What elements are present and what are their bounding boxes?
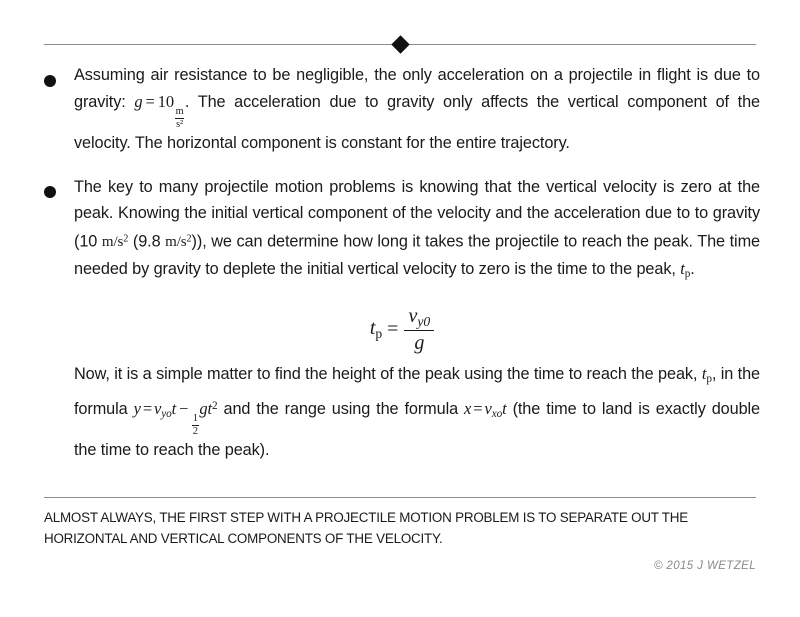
copyright-text: © 2015 J WETZEL [653, 560, 756, 572]
formula-range-equation [464, 399, 507, 418]
bullet2-text-part4: . [690, 259, 695, 278]
formula-value: 10 [157, 91, 175, 111]
closing-paragraph-wrap [44, 361, 760, 464]
bullet-dot-icon [44, 62, 74, 90]
formula-y-g-symbol: g [199, 398, 208, 418]
formula-unit-numerator: m [175, 107, 185, 119]
diamond-ornament-icon [391, 35, 409, 53]
closing-part1: Now, it is a simple matter to find the height of the peak using the time to reach the peak, [74, 365, 702, 384]
formula-unit-denominator: s² [176, 119, 183, 131]
bullet2-unit2-base: m/s [165, 234, 187, 251]
equation-equals-sign: = [387, 317, 399, 340]
bullet-item-air-resistance [44, 62, 760, 157]
formula-y-v-symbol: v [154, 398, 162, 418]
t-subscript: p [684, 268, 691, 281]
bullet2-text-part2: (9.8 [128, 232, 166, 251]
inline-symbol-time-to-peak [680, 258, 691, 281]
closing-symbol-tp [701, 364, 712, 386]
formula-x-t-symbol: t [502, 398, 507, 418]
equation-fraction [404, 305, 434, 354]
equation-numerator-subscript: y0 [417, 313, 431, 329]
bottom-rule-line [44, 497, 756, 498]
formula-y-equals: = [142, 398, 153, 418]
closing-part4: (the time to land is exactly double the time to reach the peak). [74, 399, 761, 460]
equation-numerator [404, 305, 434, 331]
formula-symbol-g: g [134, 91, 143, 111]
inline-formula-gravity [134, 91, 185, 131]
bullet-dot-icon [44, 174, 74, 202]
equation-numerator-symbol: v [408, 304, 418, 327]
bullet-text-peak-velocity [74, 174, 760, 288]
bullet2-unit2-exponent: 2 [186, 233, 192, 245]
formula-y-t2-symbol: t [207, 398, 213, 418]
bullet2-unit-1 [102, 234, 128, 250]
top-divider [44, 36, 756, 56]
formula-y-half-numerator: 1 [192, 414, 199, 426]
closing-t-subscript: p [706, 373, 712, 386]
formula-y-one-half [192, 414, 199, 437]
bullet1-text-after: . The acceleration due to gravity only affects the vertical component of the velocity. The horizontal component is constant for the entire trajectory. [74, 92, 760, 153]
closing-part3: and the range using the formula [217, 399, 465, 418]
bullet-item-peak-velocity [44, 174, 760, 288]
equation-lhs-symbol: t [369, 316, 376, 339]
closing-part2: , in the formula [74, 365, 761, 418]
formula-y-v-subscript: yo [161, 407, 172, 420]
bullet-text-air-resistance [74, 62, 760, 157]
t-symbol: t [680, 258, 685, 278]
formula-y-half-denominator: 2 [192, 425, 198, 437]
footnote-text: ALMOST ALWAYS, THE FIRST STEP WITH A PROJECTILE MOTION PROBLEM IS TO SEPARATE OUT THE HORIZONTAL AND VERTICAL COMPONENTS OF THE VELOCITY. [44, 510, 688, 546]
bullet2-text-part3: )), we can determine how long it takes the projectile to reach the peak. The time needed by gravity to deplete the initial vertical velocity to zero is the time to the peak, [74, 232, 760, 278]
equation-denominator: g [414, 331, 425, 354]
bullet2-text-part1: The key to many projectile motion problems is knowing that the vertical velocity is zero at the peak. Knowing the initial vertical component of the velocity and the acceleration due to to gravity (10 [74, 177, 760, 251]
closing-t-symbol: t [701, 364, 707, 384]
display-equation-time-to-peak [44, 305, 760, 354]
formula-x-equals: = [473, 398, 483, 418]
slide-content [44, 62, 760, 464]
formula-y-t2-exponent: 2 [212, 399, 218, 412]
formula-y-t-symbol: t [171, 398, 177, 418]
equation-lhs [370, 317, 382, 342]
formula-equals: = [145, 91, 155, 111]
formula-y-lhs: y [133, 398, 141, 418]
formula-height-equation [133, 398, 218, 437]
bullet1-text-before: Assuming air resistance to be negligible, the only acceleration on a projectile in flight is due to gravity: [74, 66, 760, 111]
equation-lhs-subscript: p [375, 325, 383, 341]
formula-x-lhs: x [464, 398, 472, 418]
formula-x-v-symbol: v [484, 398, 492, 418]
closing-paragraph [74, 361, 760, 464]
formula-y-minus: − [179, 398, 189, 418]
bullet2-unit1-exponent: 2 [123, 233, 129, 245]
formula-x-v-subscript: xo [491, 407, 503, 420]
bullet2-unit-2 [165, 234, 191, 250]
formula-unit-fraction [175, 107, 185, 130]
bullet2-unit1-base: m/s [101, 234, 124, 251]
